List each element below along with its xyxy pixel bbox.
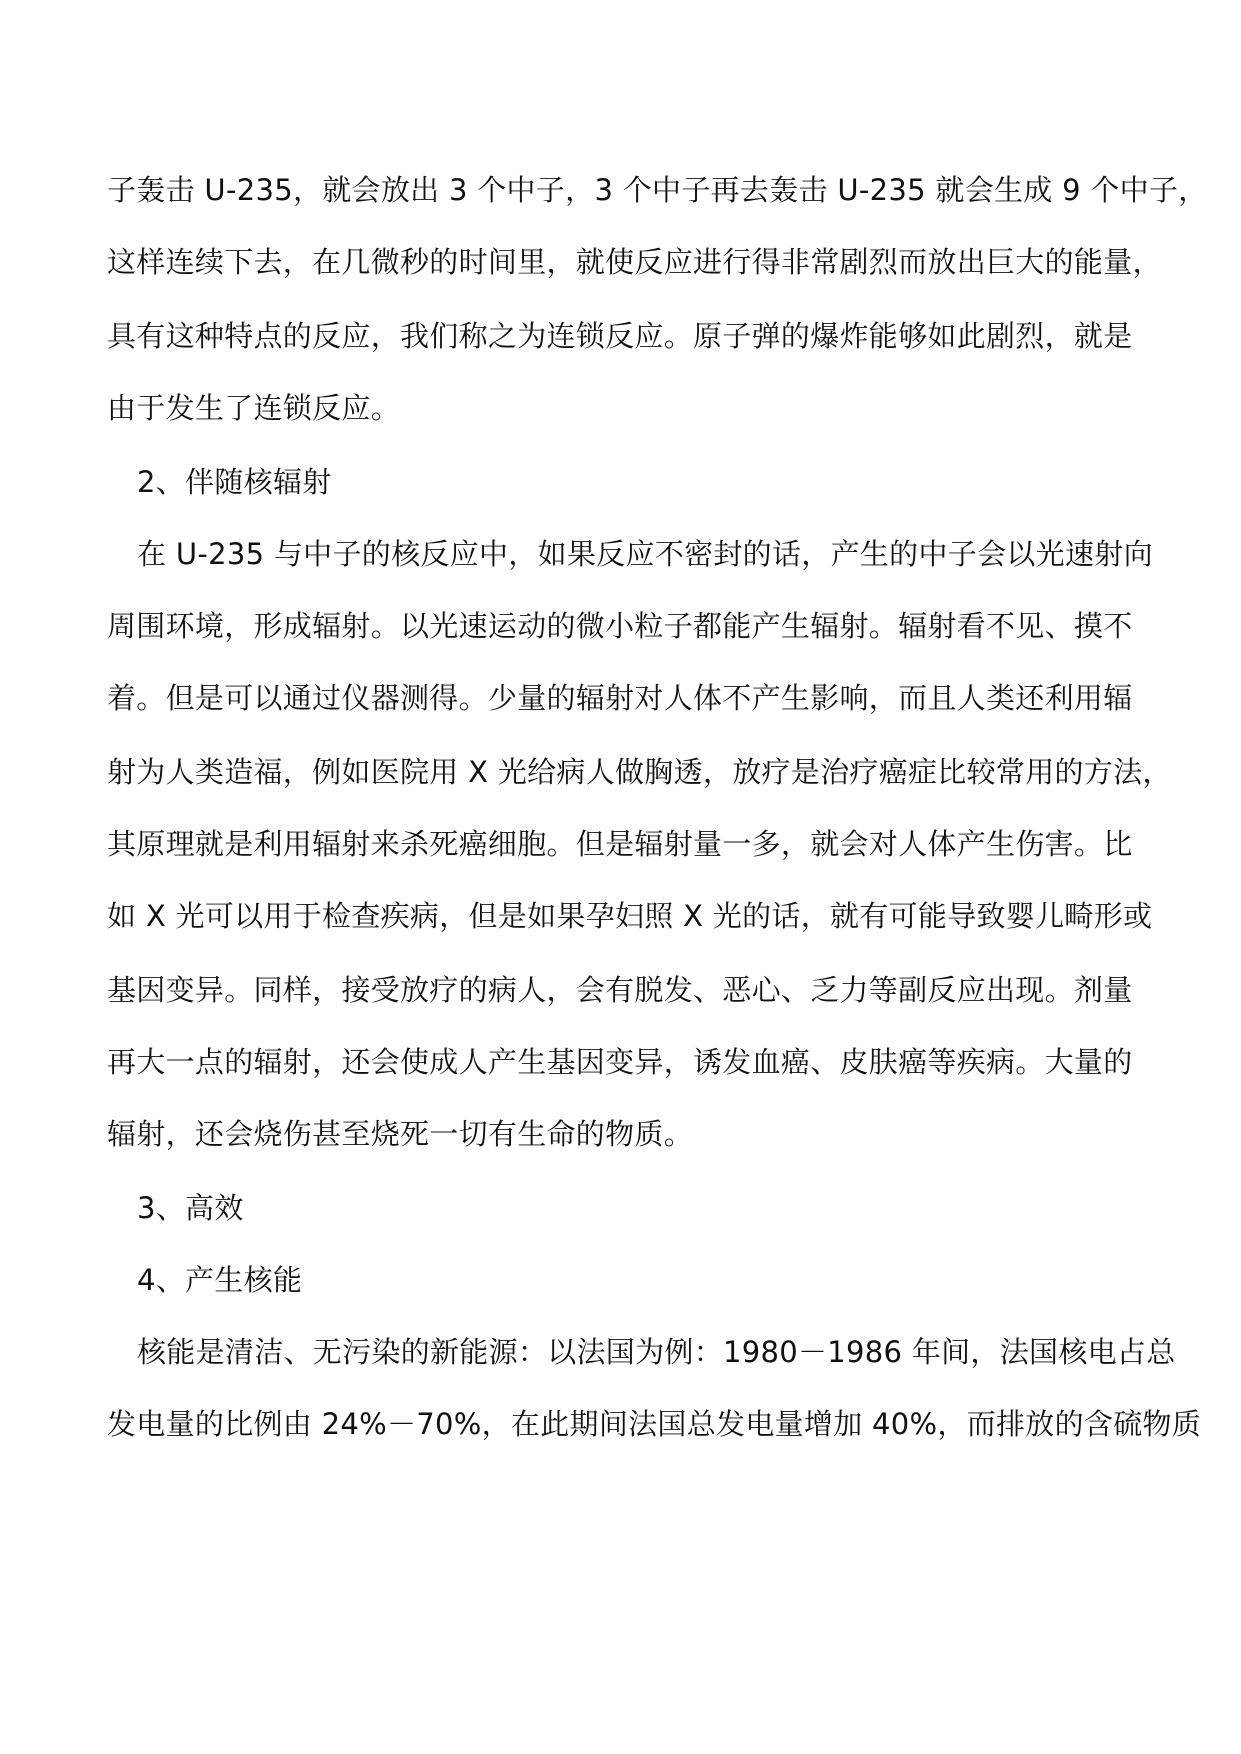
paragraph-line: 其原理就是利用辐射来杀死癌细胞。但是辐射量一多，就会对人体产生伤害。比 [107,827,1133,861]
paragraph-line: 如 X 光可以用于检查疾病，但是如果孕妇照 X 光的话，就有可能导致婴儿畸形或 [107,899,1153,933]
paragraph-line: 在 U-235 与中子的核反应中，如果反应不密封的话，产生的中子会以光速射向 [137,537,1153,571]
section-heading: 3、高效 [137,1191,244,1225]
paragraph-line: 射为人类造福，例如医院用 X 光给病人做胸透，放疗是治疗癌症比较常用的方法， [107,755,1172,789]
paragraph-line: 由于发生了连锁反应。 [107,391,401,425]
paragraph-line: 周围环境，形成辐射。以光速运动的微小粒子都能产生辐射。辐射看不见、摸不 [107,609,1133,643]
section-heading: 2、伴随核辐射 [137,465,332,499]
paragraph-line: 子轰击 U-235，就会放出 3 个中子，3 个中子再去轰击 U-235 就会生成 9 个中子， [107,173,1208,207]
paragraph-line: 辐射，还会烧伤甚至烧死一切有生命的物质。 [107,1117,694,1151]
paragraph-line: 核能是清洁、无污染的新能源：以法国为例：1980－1986 年间，法国核电占总 [137,1335,1176,1369]
paragraph-line: 基因变异。同样，接受放疗的病人，会有脱发、恶心、乏力等副反应出现。剂量 [107,973,1133,1007]
section-heading: 4、产生核能 [137,1263,303,1297]
paragraph-line: 具有这种特点的反应，我们称之为连锁反应。原子弹的爆炸能够如此剧烈，就是 [107,319,1133,353]
paragraph-line: 这样连续下去，在几微秒的时间里，就使反应进行得非常剧烈而放出巨大的能量， [107,245,1162,279]
paragraph-line: 发电量的比例由 24%－70%，在此期间法国总发电量增加 40%，而排放的含硫物质 [107,1407,1202,1441]
paragraph-line: 再大一点的辐射，还会使成人产生基因变异，诱发血癌、皮肤癌等疾病。大量的 [107,1045,1133,1079]
paragraph-line: 着。但是可以通过仪器测得。少量的辐射对人体不产生影响，而且人类还利用辐 [107,681,1133,715]
